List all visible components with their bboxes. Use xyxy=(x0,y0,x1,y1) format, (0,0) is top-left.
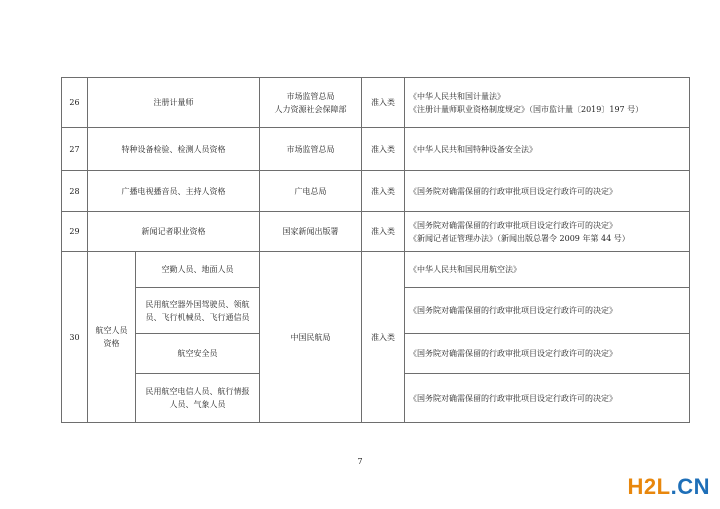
sub-qualification-name xyxy=(136,288,260,334)
page-number: 7 xyxy=(357,457,363,466)
category-type: 准入类 xyxy=(362,212,405,252)
table-row xyxy=(62,252,690,288)
department-line: 市场监管总局 xyxy=(286,91,335,101)
department-cell xyxy=(260,128,362,171)
table-row xyxy=(62,212,690,252)
qualification-name: 注册计量师 xyxy=(88,78,260,128)
watermark-part: H2L xyxy=(627,474,671,499)
legal-basis-cell: 《国务院对确需保留的行政审批项目设定行政许可的决定》 xyxy=(405,334,690,374)
department-cell xyxy=(260,212,362,252)
row-number: 29 xyxy=(62,212,88,252)
qualification-name: 特种设备检验、检测人员资格 xyxy=(88,128,260,171)
department-line: 国家新闻出版署 xyxy=(282,227,339,236)
category-type: 准入类 xyxy=(362,128,405,171)
qualification-table xyxy=(61,77,690,423)
legal-basis-line: 《注册计量师职业资格制度规定》（国市监计量〔2019〕197 号） xyxy=(409,104,644,114)
sub-qualification-line: 人员、气象人员 xyxy=(169,400,226,409)
legal-basis-cell xyxy=(405,128,690,171)
sub-qualification-line: 民用航空器外国驾驶员、领航 xyxy=(145,299,250,309)
legal-basis-cell: 《中华人民共和国民用航空法》 xyxy=(405,252,690,288)
table-row xyxy=(62,78,690,128)
group-category-line: 航空人员 xyxy=(95,326,128,335)
site-watermark-logo xyxy=(628,474,710,500)
sub-qualification-name xyxy=(136,374,260,423)
sub-qualification-line: 民用航空电信人员、航行情报 xyxy=(145,387,250,396)
legal-basis-cell xyxy=(405,171,690,212)
sub-qualification-line: 航空安全员 xyxy=(177,349,218,358)
sub-qualification-name xyxy=(136,334,260,374)
legal-basis-cell: 《国务院对确需保留的行政审批项目设定行政许可的决定》 xyxy=(405,374,690,423)
legal-basis-line: 《国务院对确需保留的行政审批项目设定行政许可的决定》 xyxy=(409,186,617,196)
sub-qualification-line: 空勤人员、地面人员 xyxy=(161,265,234,274)
legal-basis-cell xyxy=(405,78,690,128)
sub-qualification-line: 员、飞行机械员、飞行通信员 xyxy=(145,312,250,322)
legal-basis-line: 《新闻记者证管理办法》（新闻出版总署令 2009 年第 44 号） xyxy=(409,233,630,243)
legal-basis-cell xyxy=(405,212,690,252)
legal-basis-cell: 《国务院对确需保留的行政审批项目设定行政许可的决定》 xyxy=(405,288,690,334)
department-cell: 中国民航局 xyxy=(260,252,362,423)
row-number: 27 xyxy=(62,128,88,171)
category-type: 准入类 xyxy=(362,252,405,423)
row-number: 28 xyxy=(62,171,88,212)
group-category-cell xyxy=(88,252,136,423)
row-number: 26 xyxy=(62,78,88,128)
qualification-name: 广播电视播音员、主持人资格 xyxy=(88,171,260,212)
legal-basis-line: 《国务院对确需保留的行政审批项目设定行政许可的决定》 xyxy=(409,220,617,230)
watermark-part: .CN xyxy=(670,474,710,499)
table-row xyxy=(62,128,690,171)
table-row xyxy=(62,171,690,212)
row-number: 30 xyxy=(62,252,88,423)
legal-basis-line: 《中华人民共和国特种设备安全法》 xyxy=(409,144,537,154)
group-category-line: 资格 xyxy=(103,339,120,348)
category-type: 准入类 xyxy=(362,171,405,212)
qualification-name: 新闻记者职业资格 xyxy=(88,212,260,252)
department-line: 人力资源社会保障部 xyxy=(274,104,347,114)
department-cell xyxy=(260,171,362,212)
legal-basis-line: 《中华人民共和国计量法》 xyxy=(409,91,505,101)
department-line: 市场监管总局 xyxy=(286,144,335,154)
department-cell xyxy=(260,78,362,128)
category-type: 准入类 xyxy=(362,78,405,128)
department-line: 广电总局 xyxy=(294,186,327,196)
sub-qualification-name xyxy=(136,252,260,288)
